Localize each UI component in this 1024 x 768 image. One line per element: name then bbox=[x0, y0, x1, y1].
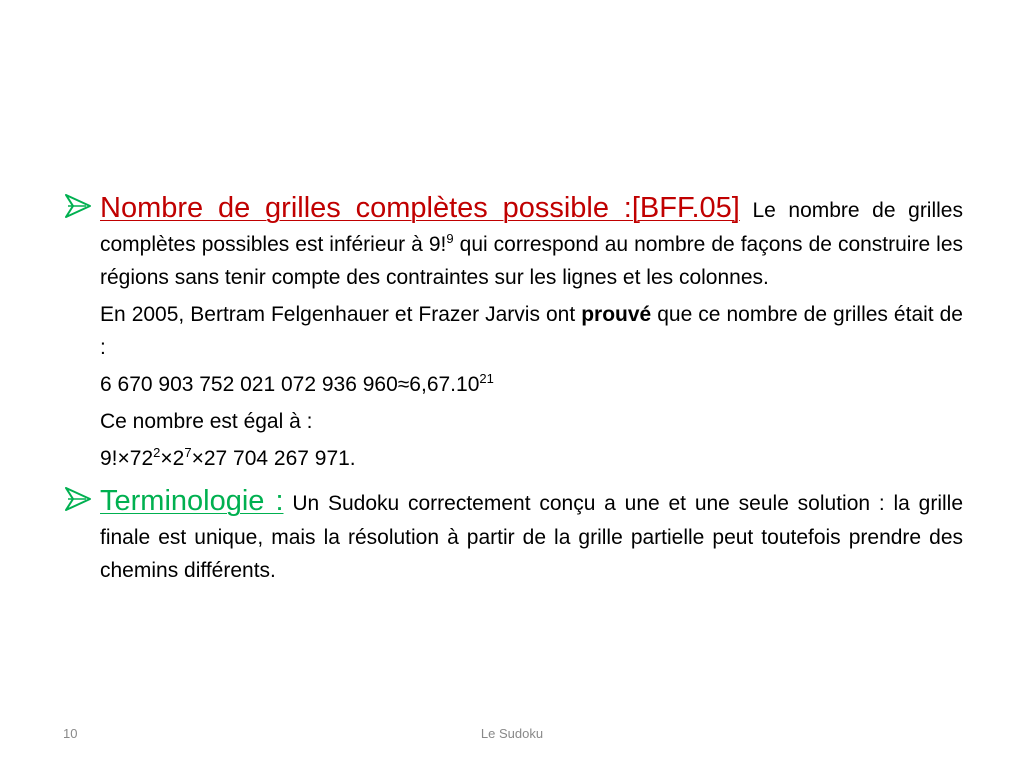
formula-part-3: ×27 704 267 971. bbox=[191, 447, 356, 470]
bullet-paragraph bbox=[100, 188, 963, 294]
grid-count-value bbox=[100, 368, 963, 401]
proof-text-after: que ce nombre de grilles était de : bbox=[100, 303, 963, 359]
intro-rest-text: qui correspond au nombre de façons de construire les régions sans tenir compte des contraintes sur les lignes et les colonnes. bbox=[100, 233, 963, 289]
terminology-paragraph bbox=[100, 481, 963, 587]
formula-part-1: 9!×72 bbox=[100, 447, 154, 470]
count-exponent: 21 bbox=[479, 371, 494, 386]
count-number: 6 670 903 752 021 072 936 960≈6,67.10 bbox=[100, 373, 480, 396]
bullet-item-terminology bbox=[62, 481, 963, 587]
terminology-text: Un Sudoku correctement conçu a une et une seule solution : la grille finale est unique, mais la résolution à partir de la grille partielle peut toutefois prendre des chemins différents. bbox=[100, 492, 963, 582]
heading-terminology: Terminologie : bbox=[100, 485, 284, 517]
bullet-item-grid-count bbox=[62, 188, 963, 475]
equal-paragraph: Ce nombre est égal à : bbox=[100, 410, 313, 433]
slide-number: 10 bbox=[63, 726, 78, 741]
proof-text-before: En 2005, Bertram Felgenhauer et Frazer Jarvis ont bbox=[100, 303, 582, 326]
proof-paragraph bbox=[100, 298, 963, 364]
arrow-bullet-icon bbox=[64, 487, 92, 511]
formula-exponent-1: 2 bbox=[153, 445, 161, 460]
proof-bold-word: prouvé bbox=[581, 303, 652, 326]
formula-exponent-2: 7 bbox=[184, 445, 192, 460]
intro-superscript: 9 bbox=[446, 231, 454, 246]
formula-paragraph bbox=[100, 442, 963, 475]
slide-body bbox=[62, 188, 963, 587]
heading-grid-count: Nombre de grilles complètes possible :[BFF.05] bbox=[100, 192, 740, 224]
footer-title: Le Sudoku bbox=[480, 726, 544, 741]
arrow-bullet-icon bbox=[64, 194, 92, 218]
intro-text: Le nombre de grilles complètes possibles est inférieur à 9! bbox=[100, 199, 963, 256]
formula-part-2: ×2 bbox=[160, 447, 185, 470]
